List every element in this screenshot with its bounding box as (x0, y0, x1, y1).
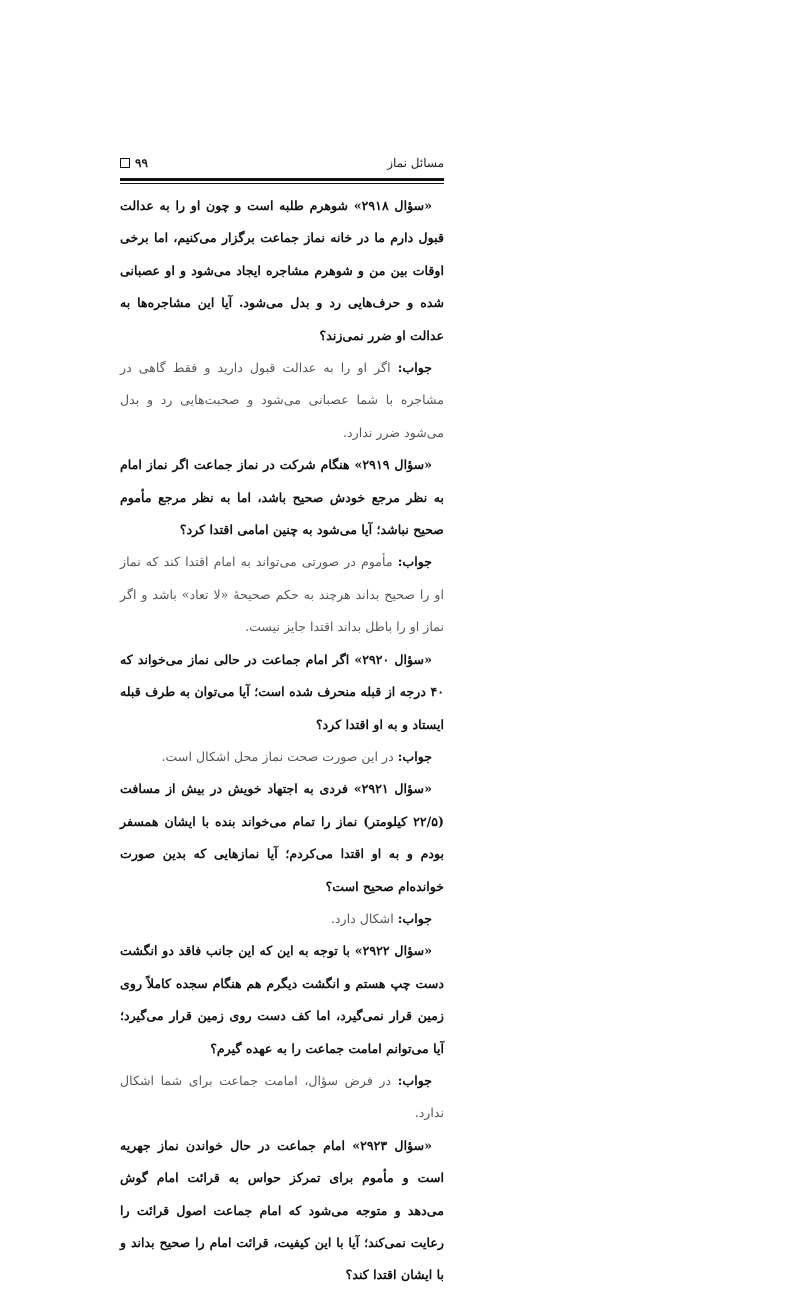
answer-2919 (120, 546, 444, 643)
question-2921: «سؤال ۲۹۲۱» فردی به اجتهاد خویش در بیش از مسافت (۲۲/۵ کیلومتر) نماز را تمام می‌خواند بنده با ایشان همسفر بودم و به او اقتدا می‌کردم؛ آیا نمازهایی که بدین صورت خوانده‌ام صحیح است؟ (120, 781, 444, 894)
answer-label: جواب: (397, 554, 432, 570)
answer-text: در فرض سؤال، امامت جماعت برای شما اشکال ندارد. (120, 1072, 444, 1121)
question-2923: «سؤال ۲۹۲۳» امام جماعت در حال خواندن نماز جهریه است و مأموم برای تمرکز حواس به قرائت امام گوش می‌دهد و متوجه می‌شود که امام جماعت اصول قرائت را رعایت نمی‌کند؛ آیا با این کیفیت، قرائت امام را صحیح بداند و با ایشان اقتدا کند؟ (120, 1137, 444, 1283)
answer-text: اشکال دارد. (330, 910, 398, 926)
header-rule-thick (120, 178, 444, 181)
page-body (120, 190, 444, 1292)
page-header (120, 150, 444, 176)
answer-label: جواب: (397, 360, 432, 376)
answer-text: مأموم در صورتی می‌تواند به امام اقتدا کند که نماز او را صحیح بداند هرچند به حکم صحیحهٔ «لا تعاد» باشد و اگر نماز او را باطل بداند اقتدا جایز نیست. (120, 554, 444, 635)
answer-2922 (120, 1065, 444, 1130)
question-2922: «سؤال ۲۹۲۲» با توجه به این که این جانب فاقد دو انگشت دست چپ هستم و انگشت دیگرم هم هنگام سجده کاملاً روی زمین قرار نمی‌گیرد، اما کف دست روی زمین قرار می‌گیرد؛ آیا می‌توانم امامت جماعت را به عهده گیرم؟ (120, 943, 444, 1056)
square-bullet-icon (120, 158, 130, 168)
header-rule-thin (120, 183, 444, 184)
answer-label: جواب: (397, 1072, 432, 1088)
question-2918: «سؤال ۲۹۱۸» شوهرم طلبه است و چون او را به عدالت قبول دارم ما در خانه نماز جماعت برگزار می‌کنیم، اما برخی اوقات بین من و شوهرم مشاجره ایجاد می‌شود و او عصبانی شده و حرف‌هایی رد و بدل می‌شود. آیا این مشاجره‌ها به عدالت او ضرر نمی‌زند؟ (120, 198, 444, 343)
answer-2921 (120, 903, 444, 935)
page-number-block (120, 156, 148, 170)
book-title: مسائل نماز (387, 156, 444, 170)
answer-label: جواب: (397, 910, 432, 926)
page-number: ۹۹ (135, 156, 148, 170)
book-page (120, 150, 444, 1283)
answer-text: اگر او را به عدالت قبول دارید و فقط گاهی در مشاجره با شما عصبانی می‌شود و صحبت‌هایی رد و بدل می‌شود ضرر ندارد. (120, 360, 444, 440)
answer-2918 (120, 352, 444, 449)
question-2920: «سؤال ۲۹۲۰» اگر امام جماعت در حالی نماز می‌خواند که ۴۰ درجه از قبله منحرف شده است؛ آیا می‌توان به طرف قبله ایستاد و به او اقتدا کرد؟ (120, 651, 444, 732)
answer-label: جواب: (397, 748, 432, 764)
answer-2920 (120, 741, 444, 773)
question-2919: «سؤال ۲۹۱۹» هنگام شرکت در نماز جماعت اگر نماز امام به نظر مرجع خودش صحیح باشد، اما به نظر مرجع مأموم صحیح نباشد؛ آیا می‌شود به چنین امامی اقتدا کرد؟ (120, 457, 444, 538)
answer-text: در این صورت صحت نماز محل اشکال است. (161, 748, 398, 764)
